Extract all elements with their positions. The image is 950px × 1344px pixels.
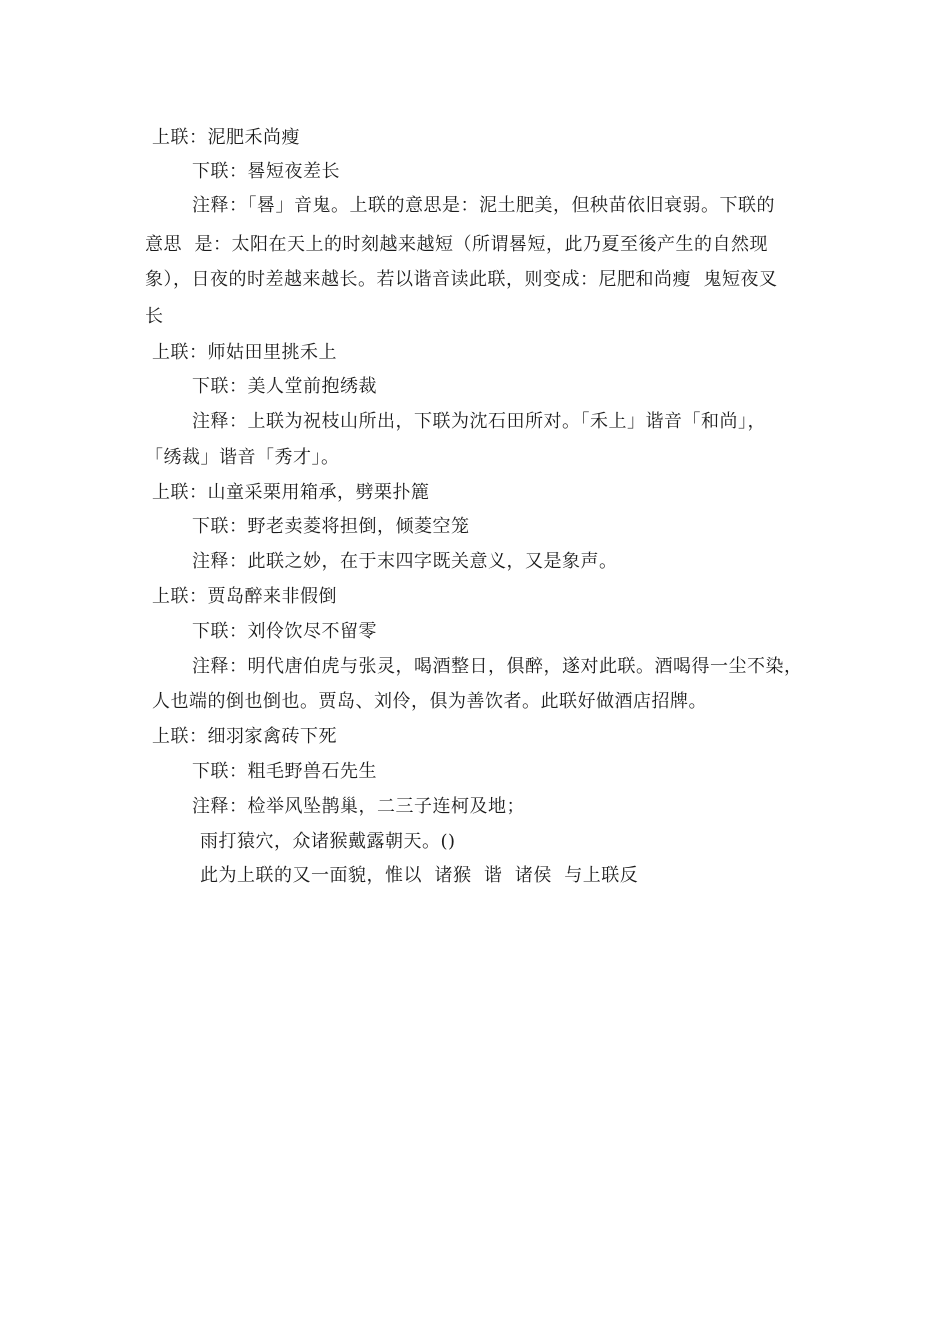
text-line: 下联：野老卖菱将担倒，倾菱空笼 xyxy=(192,516,470,537)
text-line: 下联：刘伶饮尽不留零 xyxy=(192,621,377,642)
text-line: 意思 是：太阳在天上的时刻越来越短（所谓晷短，此乃夏至後产生的自然现 xyxy=(145,234,768,255)
text-line: 此为上联的又一面貌，惟以 诸猴 谐 诸侯 与上联反 xyxy=(200,865,639,886)
text-line: 上联：师姑田里挑禾上 xyxy=(152,342,337,363)
text-line: 长 xyxy=(145,306,164,327)
text-line: 下联：粗毛野兽石先生 xyxy=(192,761,377,782)
text-line: 下联：美人堂前抱绣裁 xyxy=(192,376,377,397)
text-line: 注释：此联之妙，在于末四字既关意义，又是象声。 xyxy=(192,551,618,572)
text-line: 注释：「晷」音鬼。上联的意思是：泥土肥美，但秧苗依旧衰弱。下联的 xyxy=(192,195,775,216)
text-line: 象），日夜的时差越来越长。若以谐音读此联，则变成：尼肥和尚瘦 鬼短夜叉 xyxy=(145,269,778,290)
text-line: 人也端的倒也倒也。贾岛、刘伶，俱为善饮者。此联好做酒店招牌。 xyxy=(152,691,707,712)
text-line: 雨打猿穴，众诸猴戴露朝天。() xyxy=(200,831,456,852)
text-line: 上联：贾岛醉来非假倒 xyxy=(152,586,337,607)
text-line: 下联：晷短夜差长 xyxy=(192,161,340,182)
text-line: 上联：细羽家禽砖下死 xyxy=(152,726,337,747)
text-line: 注释：上联为祝枝山所出，下联为沈石田所对。「禾上」谐音「和尚」， xyxy=(192,411,766,432)
text-line: 注释：检举风坠鹊巢，二三子连柯及地； xyxy=(192,796,525,817)
text-line: 注释：明代唐伯虎与张灵，喝酒整日，俱醉，遂对此联。酒喝得一尘不染， xyxy=(192,656,803,677)
text-line: 上联：泥肥禾尚瘦 xyxy=(152,127,300,148)
text-line: 上联：山童采栗用箱承，劈栗扑簏 xyxy=(152,482,430,503)
text-line: 「绣裁」谐音「秀才」。 xyxy=(145,447,340,468)
